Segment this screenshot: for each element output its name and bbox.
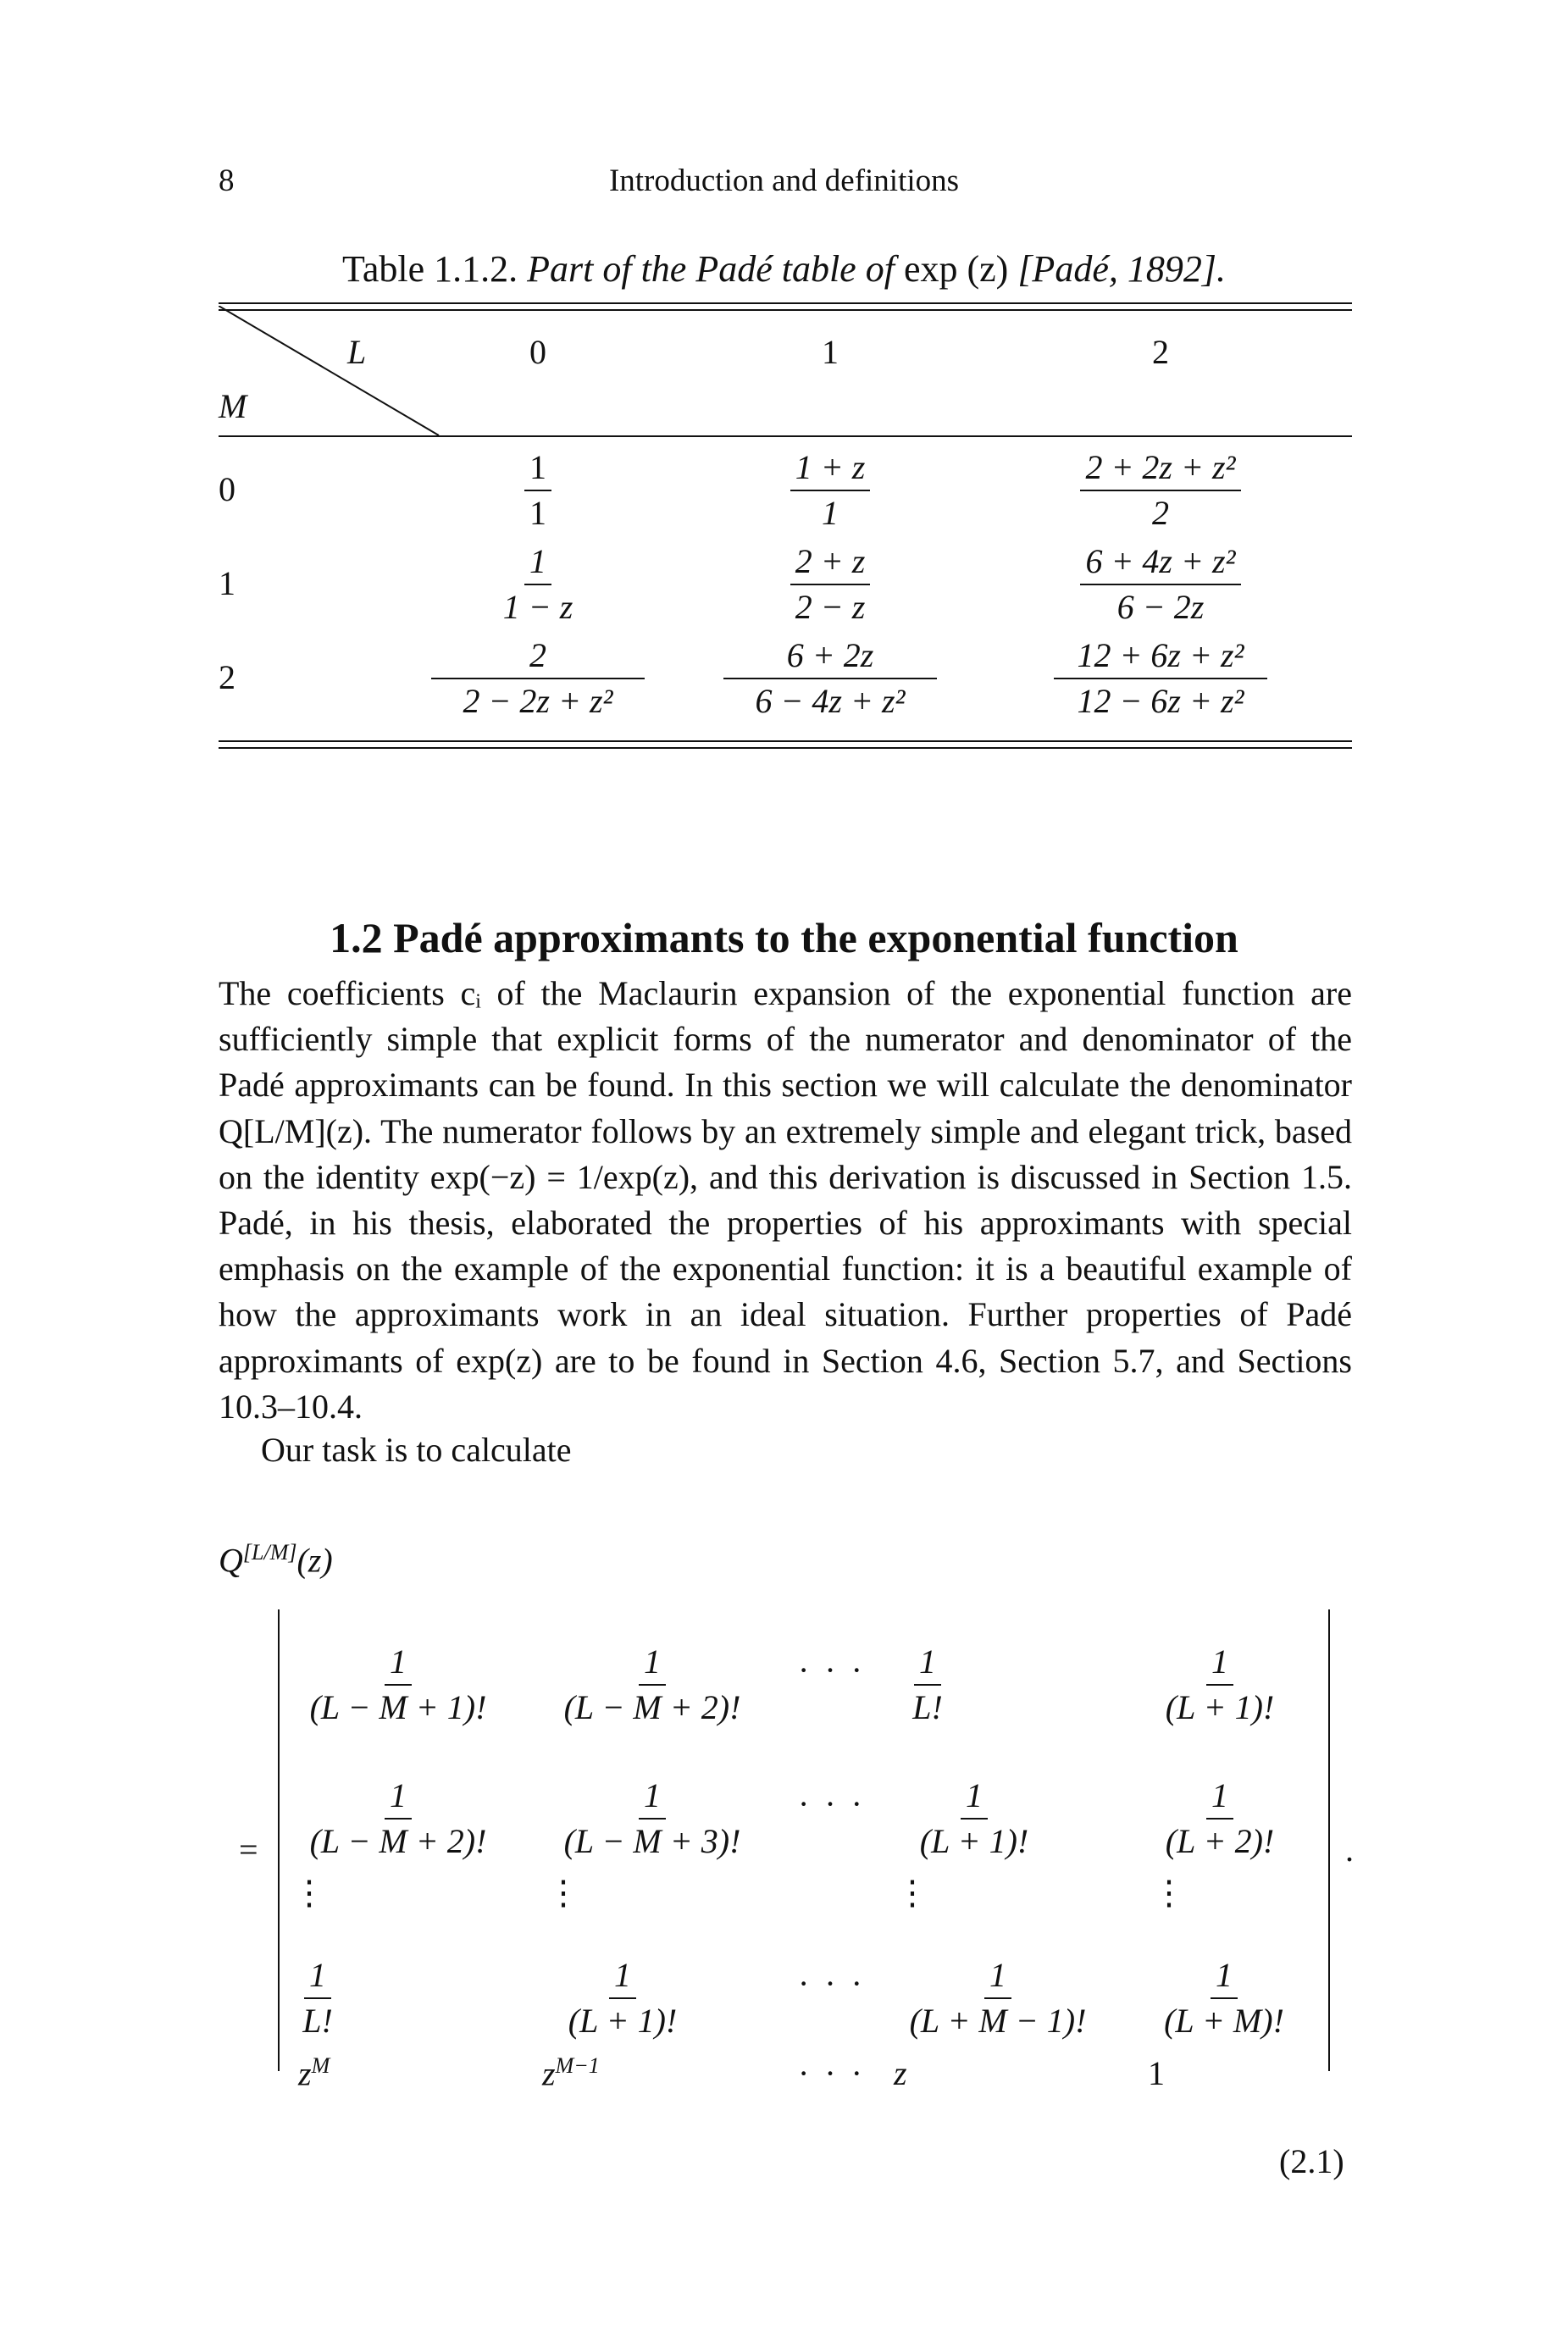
cell-denominator: 1 − z — [502, 588, 573, 626]
det-denominator: (L + M − 1)! — [909, 2002, 1087, 2040]
det-numerator: 1 — [961, 1777, 988, 1820]
table-col-header: 1 — [822, 333, 839, 371]
cell-denominator: 2 − 2z + z² — [463, 682, 613, 720]
running-title: Introduction and definitions — [608, 163, 960, 198]
table-row-label: 2 — [219, 658, 235, 696]
table-cell — [1050, 543, 1271, 626]
cell-denominator: 12 − 6z + z² — [1077, 682, 1244, 720]
det-vdots: ⋮ — [895, 1874, 929, 1912]
table-caption — [0, 247, 1568, 291]
det-numerator: 1 — [385, 1777, 412, 1820]
table-cell — [1050, 637, 1271, 720]
det-last-sup: M — [311, 2053, 330, 2078]
cell-numerator: 1 — [524, 449, 551, 491]
det-numerator: 1 — [639, 1643, 666, 1686]
caption-label: Table 1.1.2. — [342, 248, 518, 290]
det-last-sup: M−1 — [555, 2053, 600, 2078]
det-hdots: · · · — [798, 1651, 866, 1689]
det-last-entry — [542, 2053, 600, 2093]
lhs-base: Q — [219, 1541, 243, 1580]
cell-numerator: 1 — [524, 543, 551, 585]
table-cell — [432, 637, 644, 720]
table-bottom-rule-1 — [219, 740, 1352, 742]
det-entry — [288, 1777, 508, 1860]
cell-numerator: 6 + 4z + z² — [1080, 543, 1240, 585]
det-denominator: (L + 1)! — [1165, 1688, 1275, 1726]
det-denominator: (L − M + 1)! — [309, 1688, 487, 1726]
det-numerator: 1 — [914, 1643, 941, 1686]
det-last-entry: 1 — [1148, 2054, 1165, 2092]
det-entry — [1139, 1777, 1300, 1860]
cell-numerator: 12 + 6z + z² — [1054, 637, 1267, 679]
cell-numerator: 2 + z — [790, 543, 871, 585]
det-denominator: (L + 1)! — [919, 1822, 1029, 1860]
cell-denominator: 6 − 2z — [1116, 588, 1205, 626]
det-vdots: ⋮ — [1152, 1874, 1186, 1912]
equation-period: . — [1345, 1831, 1354, 1869]
det-entry — [888, 1957, 1108, 2040]
table-cell — [724, 637, 936, 720]
cell-numerator: 1 + z — [790, 449, 871, 491]
det-denominator: (L + M)! — [1164, 2002, 1284, 2040]
section-heading: 1.2 Padé approximants to the exponential function — [330, 914, 1238, 961]
det-entry — [542, 1643, 762, 1726]
table-top-rule-1 — [219, 302, 1352, 304]
cell-denominator: 2 — [1152, 494, 1169, 532]
cell-numerator: 2 — [431, 637, 645, 679]
equation-number: (2.1) — [1279, 2142, 1344, 2180]
det-entry — [1139, 1957, 1309, 2040]
det-numerator: 1 — [609, 1957, 636, 1999]
det-entry — [877, 1777, 1072, 1860]
det-numerator: 1 — [984, 1957, 1011, 1999]
table-cell — [462, 543, 614, 626]
det-denominator: (L − M + 2)! — [309, 1822, 487, 1860]
equals-sign: = — [239, 1831, 258, 1869]
caption-func: exp (z) — [903, 248, 1009, 290]
table-bottom-rule-2 — [219, 747, 1352, 749]
body-paragraph: The coefficients cᵢ of the Maclaurin expansion of the exponential function are sufficiently simple that explicit forms of the numerator and denominator of the Padé approximants can be found. In this section we will calculate the denominator Q[L/M](z). The numerator follows by an extremely simple and elegant trick, based on the identity exp(−z) = 1/exp(z), and this derivation is discussed in Section 1.5. Padé, in his thesis, elaborated the properties of his approximants with special emphasis on the example of the exponential function: it is a beautiful example of how the approximants work in an ideal situation. Further properties of Padé approximants of exp(z) are to be found in Section 4.6, Section 5.7, and Sections 10.3–10.4. — [219, 974, 1352, 1426]
det-entry — [877, 1643, 978, 1726]
det-last-entry — [298, 2053, 330, 2093]
lhs-arg: (z) — [296, 1541, 333, 1580]
task-line: Our task is to calculate — [261, 1431, 572, 1469]
det-vdots: ⋮ — [292, 1874, 326, 1912]
det-denominator: L! — [912, 1688, 943, 1726]
caption-cite: [Padé, 1892]. — [1017, 248, 1226, 290]
det-last-base: z — [298, 2054, 312, 2093]
table-row-label: 0 — [219, 470, 235, 508]
det-entry — [288, 1643, 508, 1726]
cell-denominator: 2 − z — [795, 588, 866, 626]
cell-numerator: 6 + 2z — [723, 637, 937, 679]
caption-italic: Part of the Padé table of — [527, 248, 895, 290]
det-denominator: L! — [302, 2002, 333, 2040]
cell-numerator: 2 + 2z + z² — [1080, 449, 1240, 491]
cell-denominator: 1 — [822, 494, 839, 532]
cell-denominator: 6 − 4z + z² — [755, 682, 906, 720]
table-row-label: 1 — [219, 564, 235, 602]
table-corner-diagonal — [219, 306, 440, 436]
lhs-sup: [L/M] — [242, 1540, 297, 1565]
det-last-entry: z — [894, 2054, 907, 2092]
cell-denominator: 1 — [529, 494, 546, 532]
table-cell — [1050, 449, 1271, 532]
det-denominator: (L + 1)! — [568, 2002, 678, 2040]
table-col-header: 2 — [1152, 333, 1169, 371]
det-denominator: (L + 2)! — [1165, 1822, 1275, 1860]
det-hdots: · · · — [798, 1964, 866, 2002]
page-number: 8 — [219, 163, 235, 198]
det-numerator: 1 — [304, 1957, 331, 1999]
det-denominator: (L − M + 2)! — [563, 1688, 741, 1726]
table-col-header: 0 — [529, 333, 546, 371]
determinant-left-bar — [278, 1609, 280, 2071]
determinant-right-bar — [1328, 1609, 1330, 2071]
table-corner-M: M — [219, 387, 247, 425]
table-cell — [745, 449, 915, 532]
det-numerator: 1 — [1206, 1777, 1233, 1820]
det-last-base: z — [542, 2054, 556, 2093]
det-numerator: 1 — [639, 1777, 666, 1820]
det-entry — [542, 1957, 703, 2040]
det-hdots: · · · — [798, 1785, 866, 1823]
table-cell — [508, 449, 568, 532]
det-vdots: ⋮ — [546, 1874, 580, 1912]
table-corner-L: L — [347, 333, 367, 371]
equation-lhs — [219, 1540, 333, 1580]
det-hdots: · · · — [798, 2054, 866, 2092]
det-numerator: 1 — [1211, 1957, 1238, 1999]
det-entry — [542, 1777, 762, 1860]
det-numerator: 1 — [1206, 1643, 1233, 1686]
det-entry — [288, 1957, 347, 2040]
det-denominator: (L − M + 3)! — [563, 1822, 741, 1860]
det-entry — [1139, 1643, 1300, 1726]
det-numerator: 1 — [385, 1643, 412, 1686]
table-cell — [745, 543, 915, 626]
